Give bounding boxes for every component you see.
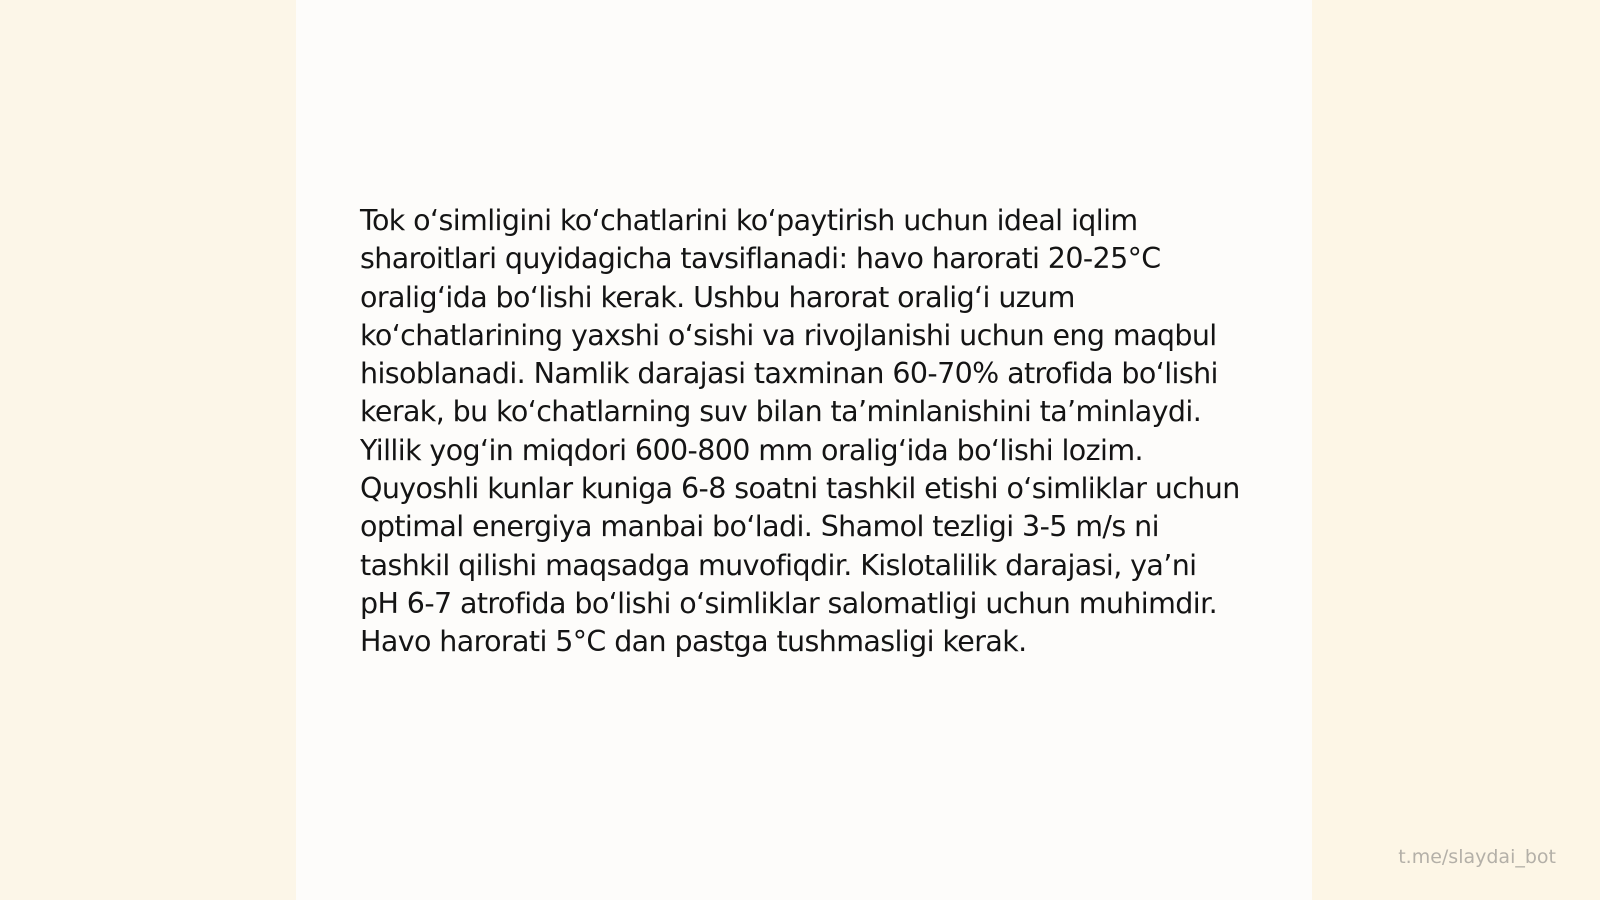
background-right-margin [1312, 0, 1600, 900]
slide-body-paragraph: Tok o‘simligini ko‘chatlarini ko‘paytirish uchun ideal iqlim sharoitlari quyidagicha tavsiflanadi: havo harorati 20-25°C oralig‘ida bo‘lishi kerak. Ushbu harorat oralig‘i uzum ko‘chatlarining yaxshi o‘sishi va rivojlanishi uchun eng maqbul hisoblanadi. Namlik darajasi taxminan 60-70% atrofida bo‘lishi kerak, bu ko‘chatlarning suv bilan ta’minlanishini ta’minlaydi. Yillik yog‘in miqdori 600-800 mm oralig‘ida bo‘lishi lozim. Quyoshli kunlar kuniga 6-8 soatni tashkil etishi o‘simliklar uchun optimal energiya manbai bo‘ladi. Shamol tezligi 3-5 m/s ni tashkil qilishi maqsadga muvofiqdir. Kislotalilik darajasi, ya’ni pH 6-7 atrofida bo‘lishi o‘simliklar salomatligi uchun muhimdir. Havo harorati 5°C dan pastga tushmasligi kerak. [360, 204, 1240, 659]
background-left-margin [0, 0, 296, 900]
slide-canvas [296, 0, 1312, 900]
watermark-text: t.me/slaydai_bot [1398, 846, 1556, 868]
